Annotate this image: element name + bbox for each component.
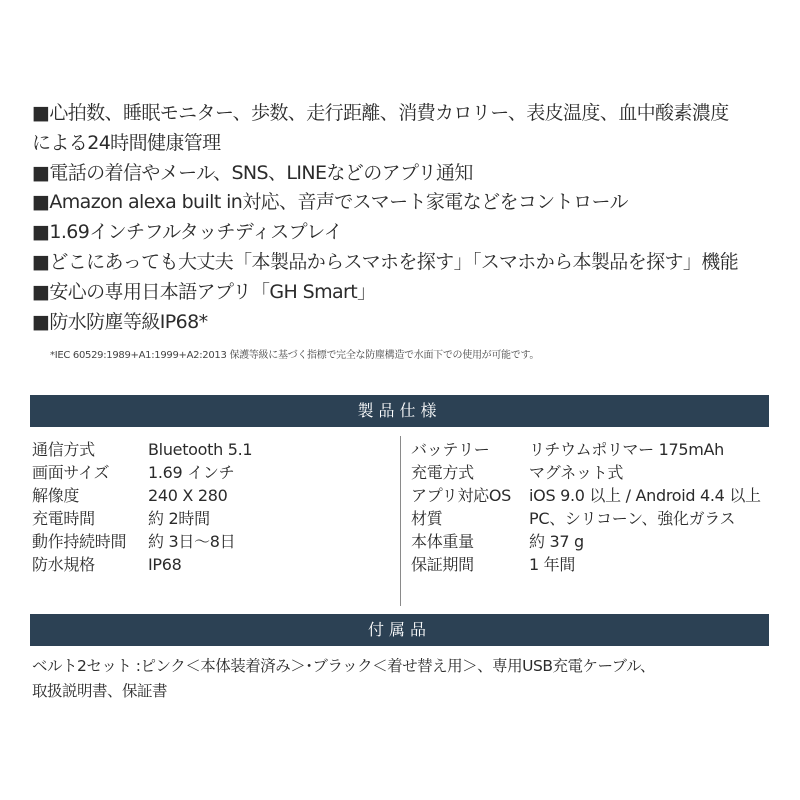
spec-value: PC、シリコーン、強化ガラス <box>529 509 736 528</box>
spec-label: 防水規格 <box>32 555 95 574</box>
accessories-heading: 付属品 <box>30 614 769 646</box>
spec-value: IP68 <box>148 555 182 574</box>
spec-label: バッテリー <box>411 440 490 459</box>
spec-label: 本体重量 <box>411 532 474 551</box>
spec-column-divider <box>400 436 401 606</box>
spec-row-weight <box>411 530 781 553</box>
spec-value: 約 3日～8日 <box>148 532 236 551</box>
spec-value: Bluetooth 5.1 <box>148 440 253 459</box>
spec-row-charge-method <box>411 461 781 484</box>
accessories-line: ベルト2セット :ピンク＜本体装着済み＞･ブラック＜着せ替え用＞、専用USB充電ケーブル、 <box>32 657 655 675</box>
spec-value: 1.69 インチ <box>148 463 235 482</box>
spec-value: マグネット式 <box>529 463 624 482</box>
spec-value: 約 37 g <box>529 532 584 551</box>
spec-row-warranty <box>411 553 781 576</box>
specs-left-column <box>32 438 392 576</box>
feature-item-alexa: ■Amazon alexa built in対応、音声でスマート家電などをコントロール <box>32 191 628 214</box>
spec-label: 材質 <box>411 509 443 528</box>
feature-item-waterproof: ■防水防塵等級IP68* <box>32 310 208 333</box>
feature-item-app: ■安心の専用日本語アプリ「GH Smart」 <box>32 280 376 303</box>
accessories-line: 取扱説明書、保証書 <box>32 682 168 700</box>
feature-item-health-cont: による24時間健康管理 <box>32 131 221 154</box>
spec-row-resolution <box>32 484 392 507</box>
spec-label: 保証期間 <box>411 555 474 574</box>
specs-heading: 製品仕様 <box>30 395 769 427</box>
spec-value: iOS 9.0 以上 / Android 4.4 以上 <box>529 486 761 505</box>
feature-item-notifications: ■電話の着信やメール、SNS、LINEなどのアプリ通知 <box>32 161 473 184</box>
spec-label: 充電方式 <box>411 463 474 482</box>
feature-item-display: ■1.69インチフルタッチディスプレイ <box>32 221 343 244</box>
spec-label: アプリ対応OS <box>411 486 512 505</box>
spec-label: 動作持続時間 <box>32 532 127 551</box>
spec-value: リチウムポリマー 175mAh <box>529 440 724 459</box>
spec-row-screen-size <box>32 461 392 484</box>
spec-label: 画面サイズ <box>32 463 110 482</box>
spec-value: 1 年間 <box>529 555 576 574</box>
specs-right-column <box>411 438 781 576</box>
spec-row-connection <box>32 438 392 461</box>
spec-value: 約 2時間 <box>148 509 210 528</box>
spec-label: 充電時間 <box>32 509 95 528</box>
spec-row-battery <box>411 438 781 461</box>
spec-row-water-rating <box>32 553 392 576</box>
spec-row-battery-life <box>32 530 392 553</box>
feature-item-health: ■心拍数、睡眠モニター、歩数、走行距離、消費カロリー、表皮温度、血中酸素濃度 <box>32 102 729 124</box>
feature-item-find: ■どこにあっても大丈夫「本製品からスマホを探す」「スマホから本製品を探す」機能 <box>32 250 739 273</box>
spec-label: 通信方式 <box>32 440 95 459</box>
waterproof-footnote: *IEC 60529:1989+A1:1999+A2:2013 保護等級に基づく指標で完全な防塵構造で水面下での使用が可能です。 <box>50 350 540 361</box>
spec-label: 解像度 <box>32 486 80 505</box>
spec-row-charge-time <box>32 507 392 530</box>
spec-row-supported-os <box>411 484 781 507</box>
spec-row-material <box>411 507 781 530</box>
feature-list <box>32 99 772 337</box>
accessories-list <box>32 654 772 704</box>
spec-value: 240 X 280 <box>148 486 228 505</box>
